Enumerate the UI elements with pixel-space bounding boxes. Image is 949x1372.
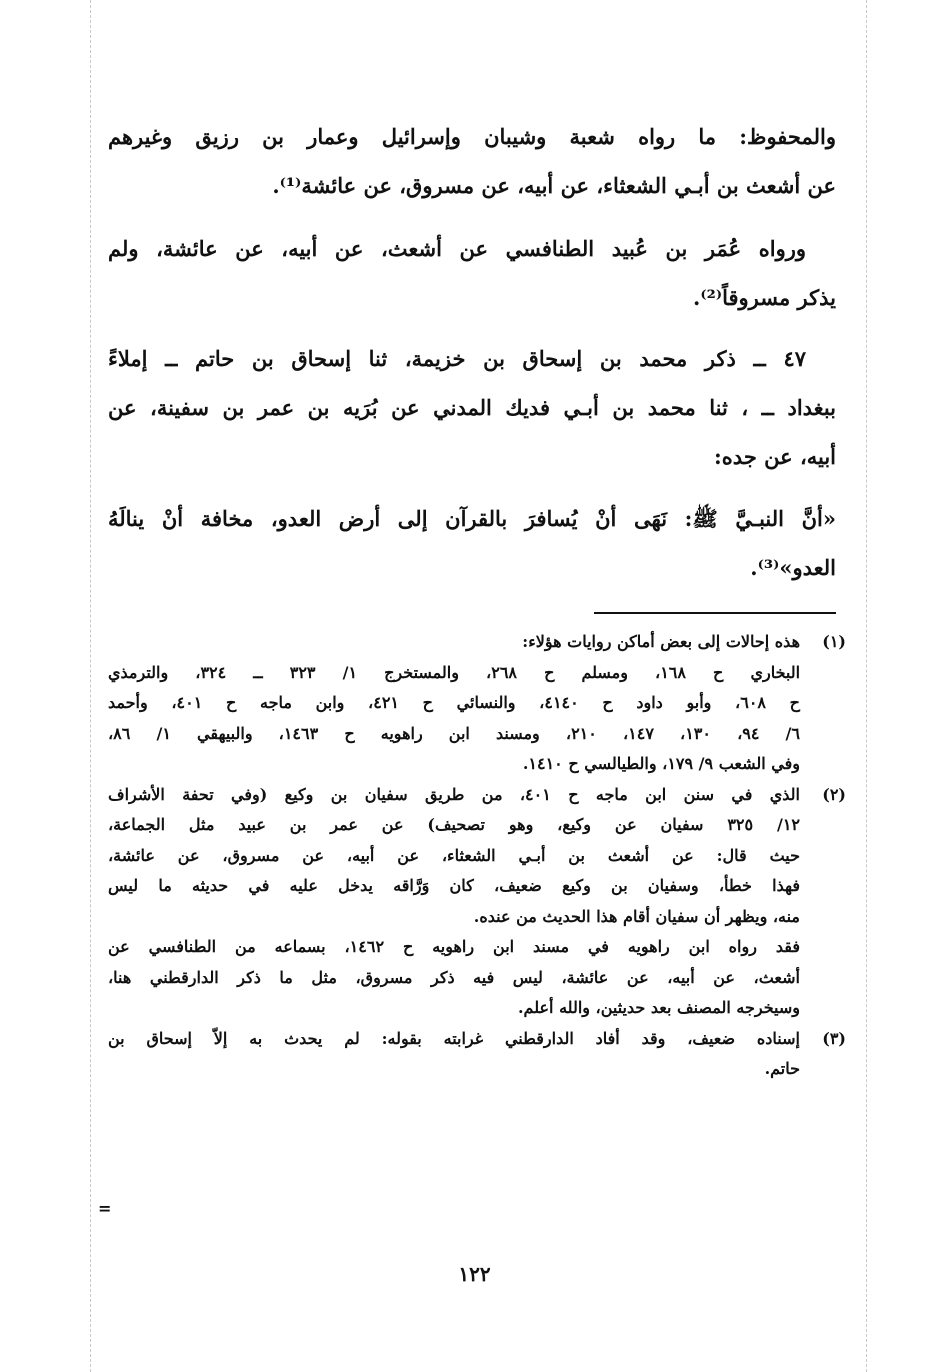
main-line: ورواه عُمَر بن عُبيد الطنافسي عن أشعث، عن أبيه، عن عائشة، ولم xyxy=(108,236,806,261)
main-line: يذكر مسروقاً⁽²⁾. xyxy=(693,285,836,310)
footnote-line: ١٢/ ٣٢٥ سفيان عن وكيع، وهو تصحيف) عن عمر بن عبيد مثل الجماعة، xyxy=(108,815,800,834)
page-number: ١٢٢ xyxy=(458,1262,491,1286)
main-text-block-2 xyxy=(108,224,836,322)
hadith-47-matn xyxy=(108,494,836,592)
footnote-line: ح ٦٠٨، وأبو داود ح ٤١٤٠، والنسائي ح ٤٢١، وابن ماجه ح ٤٠١، وأحمد xyxy=(108,693,800,712)
footnote-line: إسناده ضعيف، وقد أفاد الدارقطني غرابته بقوله: لم يحدث به إلاّ إسحاق بن xyxy=(108,1028,800,1048)
scan-margin-line-right xyxy=(866,0,867,1372)
footnote-3 xyxy=(108,1024,846,1085)
scan-margin-line-left xyxy=(90,0,91,1372)
main-line: ببغداد ــ ، ثنا محمد بن أبـي فديك المدني عن بُرَيه بن عمر بن سفينة، عن xyxy=(108,395,836,420)
footnote-1 xyxy=(108,627,846,780)
footnote-line: هذه إحالات إلى بعض أماكن روايات هؤلاء: xyxy=(522,632,800,651)
footnote-line: منه، ويظهر أن سفيان أقام هذا الحديث من عنده. xyxy=(473,906,800,926)
footnote-line: فقد رواه ابن راهويه في مسند ابن راهويه ح ١٤٦٢، بسماعه من الطنافسي عن xyxy=(108,937,801,956)
footnote-number: (٣) xyxy=(822,1028,846,1048)
footnote-body xyxy=(108,780,800,1024)
main-line: العدو»⁽³⁾. xyxy=(750,555,836,580)
footnotes xyxy=(108,627,846,1085)
hadith-47-isnad xyxy=(108,334,836,481)
footnote-body xyxy=(108,627,800,780)
main-text-block-1 xyxy=(108,112,836,210)
footnote-line: وفي الشعب ٩/ ١٧٩، والطيالسي ح ١٤١٠. xyxy=(522,754,800,773)
footnote-line: البخاري ح ١٦٨، ومسلم ح ٢٦٨، والمستخرج ١/ ٣٢٣ ــ ٣٢٤، والترمذي xyxy=(108,662,801,682)
footnote-2 xyxy=(108,780,846,1024)
main-line: عن أشعث بن أبـي الشعثاء، عن أبيه، عن مسروق، عن عائشة⁽¹⁾. xyxy=(272,173,836,198)
footnote-body xyxy=(108,1024,800,1085)
footnote-line: حيث قال: عن أشعث بن أبـي الشعثاء، عن أبيه، عن مسروق، عن عائشة، xyxy=(108,845,800,865)
footnote-number: (١) xyxy=(822,632,846,651)
main-line: ٤٧ ــ ذكر محمد بن إسحاق بن خزيمة، ثنا إسحاق بن حاتم ــ إملاءً xyxy=(108,346,806,371)
footnote-line: حاتم. xyxy=(764,1059,800,1078)
main-line: «أنَّ النبـيَّ ﷺ: نَهَى أنْ يُسافرَ بالقرآن إلى أرض العدو، مخافة أنْ ينالَهُ xyxy=(108,506,836,531)
footnote-line: وسيخرجه المصنف بعد حديثين، والله أعلم. xyxy=(517,998,800,1017)
end-mark: = xyxy=(98,1199,112,1218)
footnote-separator xyxy=(594,612,836,614)
footnote-line: أشعث، عن أبيه، عن عائشة، ليس فيه ذكر مسروق، مثل ما ذكر الدارقطني هنا، xyxy=(108,967,800,987)
footnote-line: الذي في سنن ابن ماجه ح ٤٠١، من طريق سفيان بن وكيع (وفي تحفة الأشراف xyxy=(108,784,800,804)
footnote-line: فهذا خطأ، وسفيان بن وكيع ضعيف، كان وَرَّاقه يدخل عليه في حديثه ما ليس xyxy=(108,876,800,895)
main-line: والمحفوظ: ما رواه شعبة وشيبان وإسرائيل وعمار بن رزيق وغيرهم xyxy=(108,124,836,149)
footnote-number: (٢) xyxy=(822,784,846,804)
footnote-line: ٦/ ٩٤، ١٣٠، ١٤٧، ٢١٠، ومسند ابن راهويه ح ١٤٦٣، والبيهقي ١/ ٨٦، xyxy=(108,723,800,743)
main-line: أبيه، عن جده: xyxy=(714,444,836,469)
